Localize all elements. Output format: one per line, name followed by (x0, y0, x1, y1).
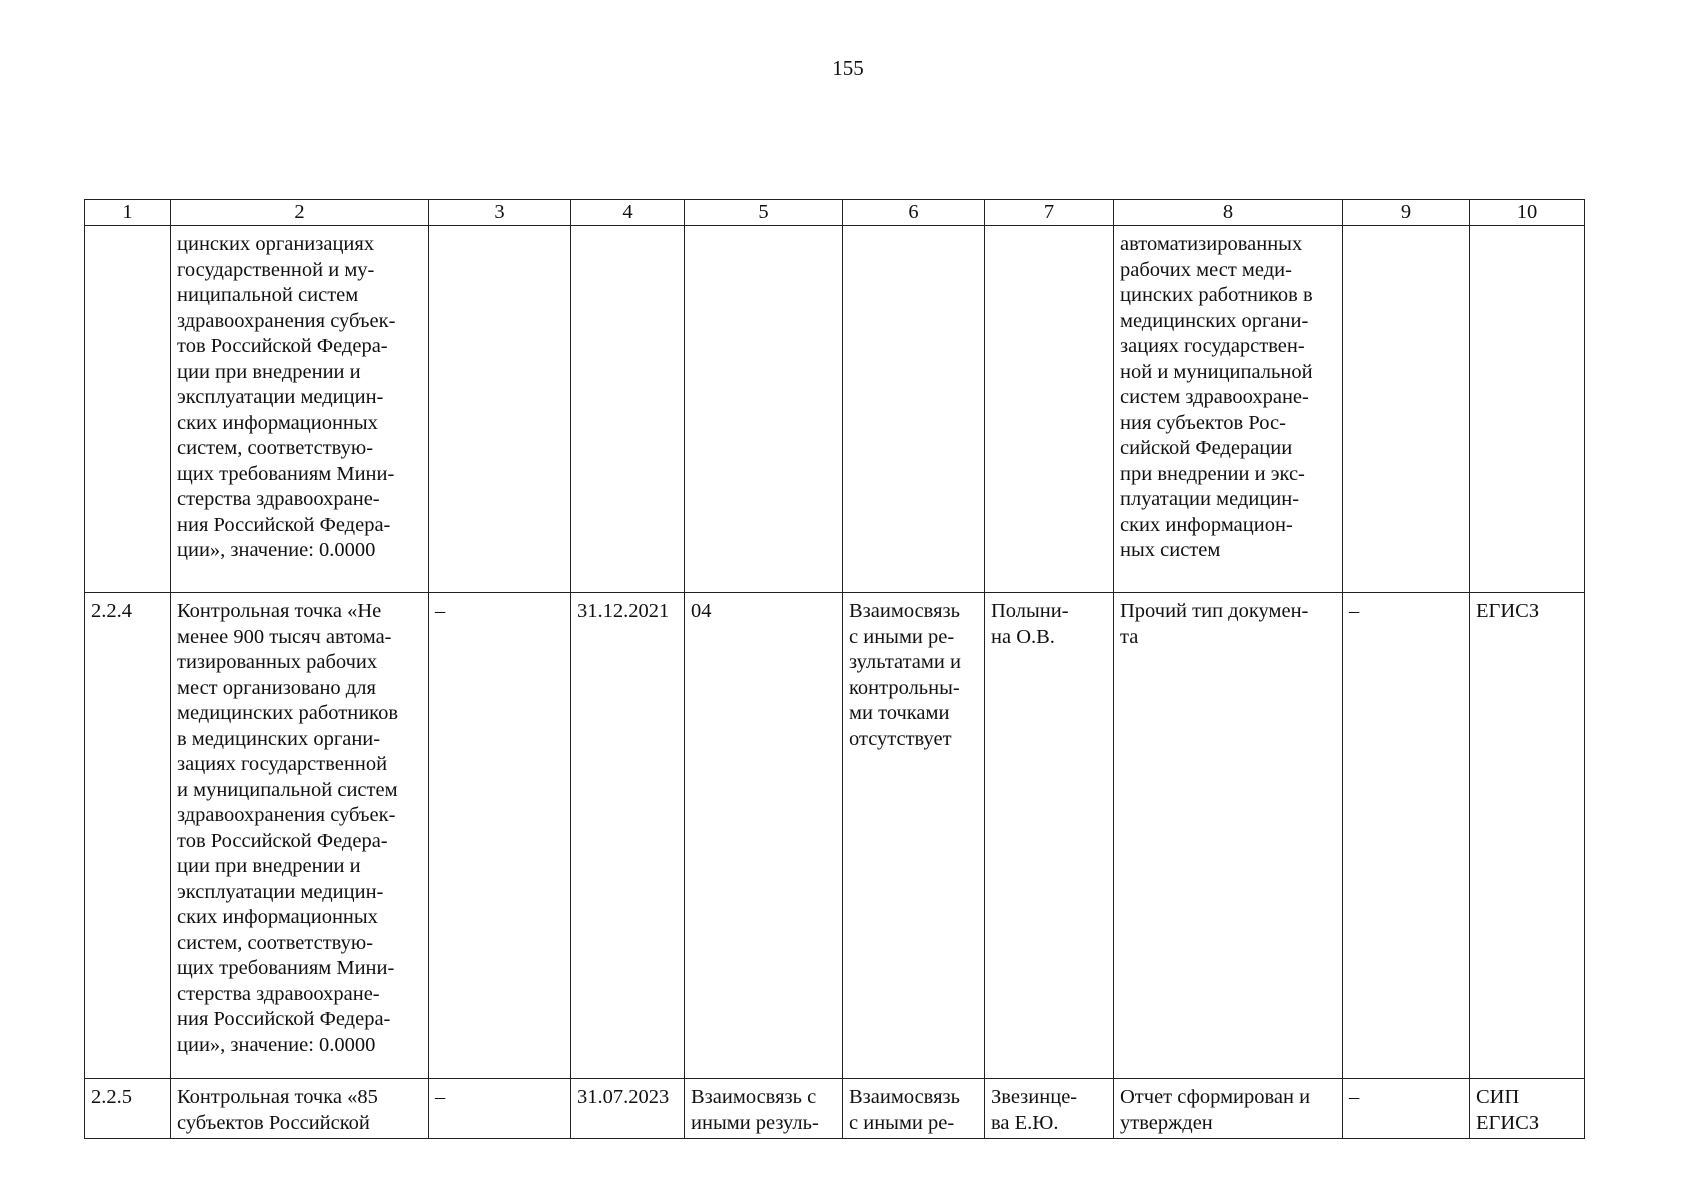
end-date-cell (571, 226, 685, 593)
level-cell (1343, 226, 1470, 593)
row-number-cell: 2.2.4 (85, 593, 171, 1079)
system-cell (1470, 226, 1585, 593)
predecessor-cell: 04 (685, 593, 843, 1079)
row-number-cell: 2.2.5 (85, 1079, 171, 1139)
control-points-table (84, 199, 1585, 1139)
start-date-cell (429, 226, 571, 593)
successor-cell: Взаимосвязь с иными ре- (843, 1079, 985, 1139)
start-date-cell: – (429, 1079, 571, 1139)
end-date-cell: 31.07.2023 (571, 1079, 685, 1139)
successor-cell: Взаимосвязь с иными ре- зультатами и контрольны- ми точками отсутствует (843, 593, 985, 1079)
row-number-cell (85, 226, 171, 593)
end-date-cell: 31.12.2021 (571, 593, 685, 1079)
document-type-cell: автоматизированных рабочих мест меди- цинских работников в медицинских органи- зациях государствен- ной и муниципальной систем здравоохране- ния субъектов Рос- сийской Федерации при внедрении и экс- плуатации медицин- ских информацион- ных систем (1114, 226, 1343, 593)
column-header-2: 2 (171, 200, 429, 226)
responsible-cell: Звезинце- ва Е.Ю. (985, 1079, 1114, 1139)
table-row (85, 593, 1585, 1079)
column-header-8: 8 (1114, 200, 1343, 226)
table-row (85, 226, 1585, 593)
column-header-4: 4 (571, 200, 685, 226)
system-cell: СИП ЕГИСЗ (1470, 1079, 1585, 1139)
column-header-10: 10 (1470, 200, 1585, 226)
table-row (85, 1079, 1585, 1139)
description-cell: цинских организациях государственной и му- ниципальной систем здравоохранения субъек- тов Российской Федера- ции при внедрении и эксплуатации медицин- ских информационных систем, соответствую- щих требованиям Мини- стерства здравоохране- ния Российской Федера- ции», значение: 0.0000 (171, 226, 429, 593)
level-cell: – (1343, 593, 1470, 1079)
column-header-7: 7 (985, 200, 1114, 226)
page-number: 155 (832, 56, 864, 80)
predecessor-cell (685, 226, 843, 593)
responsible-cell: Полыни- на О.В. (985, 593, 1114, 1079)
responsible-cell (985, 226, 1114, 593)
document-type-cell: Прочий тип докумен- та (1114, 593, 1343, 1079)
level-cell: – (1343, 1079, 1470, 1139)
start-date-cell: – (429, 593, 571, 1079)
column-header-5: 5 (685, 200, 843, 226)
system-cell: ЕГИСЗ (1470, 593, 1585, 1079)
document-type-cell: Отчет сформирован и утвержден (1114, 1079, 1343, 1139)
table-header-row (85, 200, 1585, 226)
column-header-1: 1 (85, 200, 171, 226)
column-header-9: 9 (1343, 200, 1470, 226)
description-cell: Контрольная точка «Не менее 900 тысяч автома- тизированных рабочих мест организовано для медицинских работников в медицинских органи- зациях государственной и муниципальной систем здравоохранения субъек- тов Российской Федера- ции при внедрении и эксплуатации медицин- ских информационных систем, соответствую- щих требованиям Мини- стерства здравоохране- ния Российской Федера- ции», значение: 0.0000 (171, 593, 429, 1079)
successor-cell (843, 226, 985, 593)
column-header-3: 3 (429, 200, 571, 226)
column-header-6: 6 (843, 200, 985, 226)
description-cell: Контрольная точка «85 субъектов Российской (171, 1079, 429, 1139)
predecessor-cell: Взаимосвязь с иными резуль- (685, 1079, 843, 1139)
